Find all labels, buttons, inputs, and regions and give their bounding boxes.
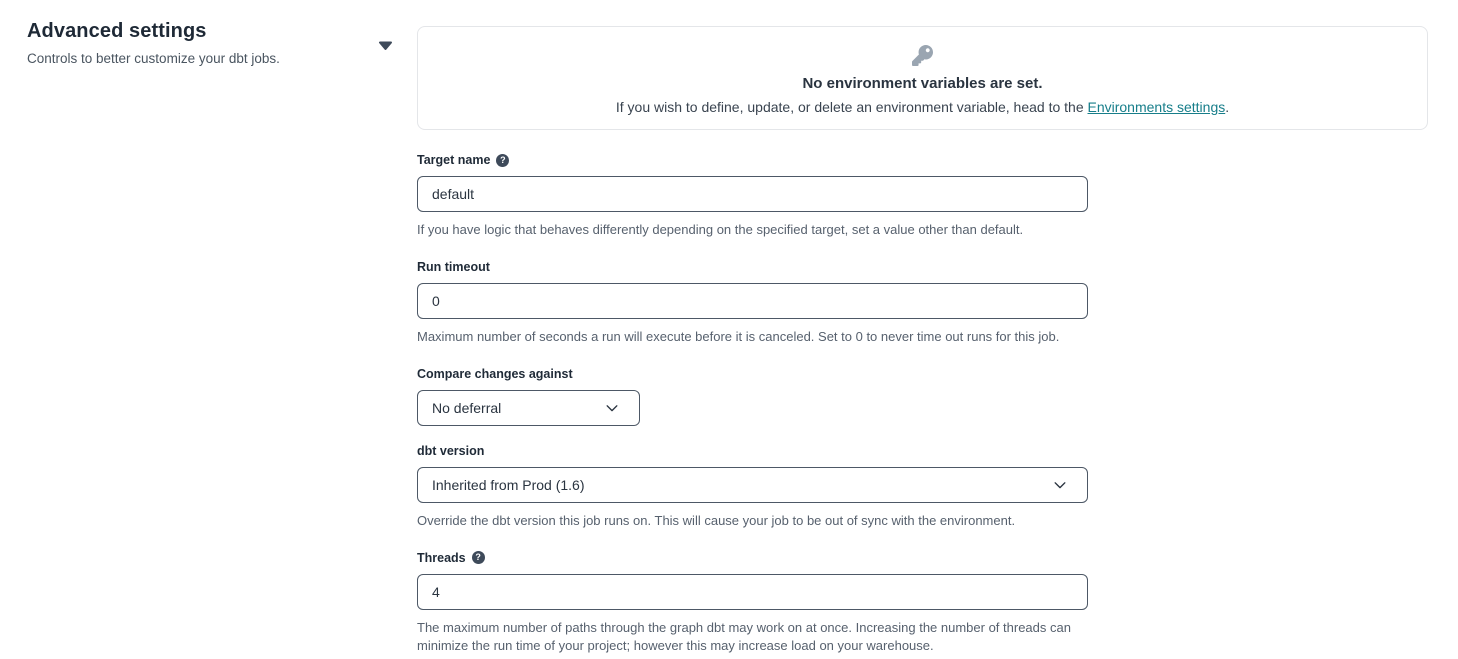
env-empty-heading: No environment variables are set.	[802, 75, 1043, 92]
run-timeout-helper-text: Maximum number of seconds a run will execute before it is canceled. Set to 0 to never time out runs for this job.	[417, 328, 1060, 344]
threads-helper-text: The maximum number of paths through the graph dbt may work on at once. Increasing the number of threads can minimize the run time of your project; however this may increase load on your warehouse.	[417, 619, 1071, 654]
compare-changes-label: Compare changes against	[417, 366, 573, 381]
compare-changes-select[interactable]	[417, 390, 640, 426]
collapse-section-button[interactable]	[377, 39, 393, 53]
dbt-version-selected-value: Inherited from Prod (1.6)	[432, 476, 585, 493]
key-icon	[912, 45, 933, 67]
field-threads	[417, 551, 1088, 657]
chevron-down-icon	[605, 401, 619, 415]
dbt-version-select[interactable]	[417, 467, 1088, 503]
target-name-input[interactable]	[417, 176, 1088, 212]
target-name-help-icon[interactable]: ?	[496, 154, 509, 167]
page-header	[27, 20, 367, 66]
page-title: Advanced settings	[27, 20, 207, 42]
target-name-label: Target name	[417, 153, 491, 167]
env-description-suffix: .	[1225, 99, 1230, 115]
threads-input[interactable]	[417, 574, 1088, 610]
field-dbt-version	[417, 444, 1088, 531]
env-variables-empty-state	[417, 26, 1428, 130]
threads-help-icon[interactable]: ?	[472, 551, 485, 564]
run-timeout-input[interactable]	[417, 283, 1088, 319]
advanced-settings-panel	[417, 26, 1428, 659]
page-subtitle: Controls to better customize your dbt jobs.	[27, 51, 280, 66]
dbt-version-label: dbt version	[417, 443, 485, 458]
environments-settings-link[interactable]: Environments settings	[1087, 99, 1226, 115]
triangle-down-icon	[378, 41, 393, 51]
field-target-name	[417, 153, 1088, 240]
env-description-prefix: If you wish to define, update, or delete an environment variable, head to the	[615, 99, 1088, 115]
field-run-timeout	[417, 260, 1088, 347]
chevron-down-icon	[1053, 478, 1067, 492]
field-compare-changes	[417, 367, 1088, 426]
threads-label: Threads	[417, 550, 466, 565]
env-empty-description	[616, 99, 1229, 115]
compare-changes-selected-value: No deferral	[432, 399, 502, 416]
advanced-settings-form	[417, 153, 1088, 656]
dbt-version-helper-text: Override the dbt version this job runs on. This will cause your job to be out of sync with the environment.	[417, 512, 1016, 528]
run-timeout-label: Run timeout	[417, 259, 490, 274]
target-name-helper-text: If you have logic that behaves differently depending on the specified target, set a value other than default.	[417, 222, 1024, 237]
